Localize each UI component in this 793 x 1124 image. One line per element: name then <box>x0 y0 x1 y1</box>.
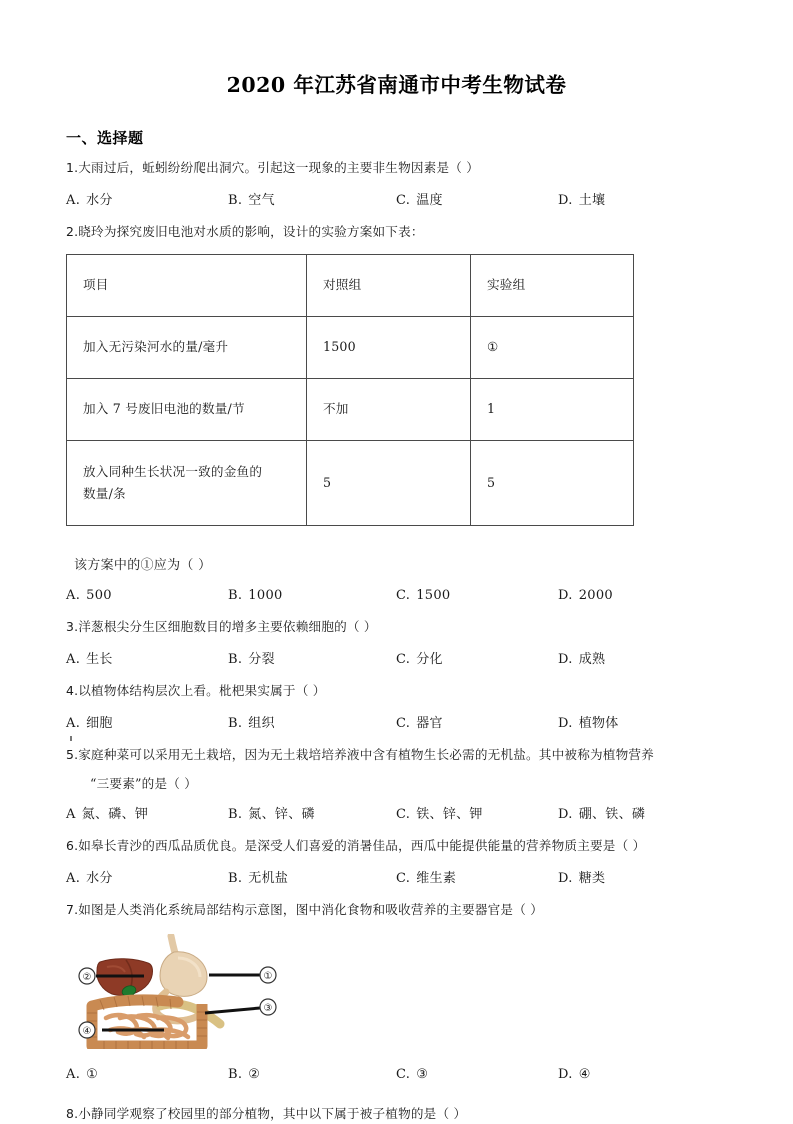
digestive-system-figure <box>66 934 727 1049</box>
question-2-text: 晓玲为探究废旧电池对水质的影响，设计的实验方案如下表： <box>78 224 424 240</box>
option-a-text: 生长 <box>86 651 113 667</box>
question-6-number: 6. <box>66 838 79 854</box>
option-d-label: D. <box>558 651 573 667</box>
option-a-text: 氮、磷、钾 <box>81 806 149 822</box>
table-cell: 不加 <box>307 378 471 440</box>
question-6-options <box>66 869 727 889</box>
question-4-options <box>66 714 727 734</box>
table-cell-line1: 放入同种生长状况一致的金鱼的 <box>83 463 263 479</box>
option-a[interactable] <box>66 869 228 889</box>
question-3-stem <box>66 617 727 637</box>
option-a-label: A. <box>66 651 81 667</box>
option-c[interactable] <box>396 714 558 734</box>
option-d-label: D. <box>558 587 573 603</box>
transverse-colon-shape <box>92 1000 178 1006</box>
option-b-label: B. <box>228 715 243 731</box>
table-row <box>67 378 634 440</box>
question-3-number: 3. <box>66 619 79 635</box>
marker-2-label: ② <box>82 971 92 983</box>
option-c[interactable] <box>396 869 558 889</box>
option-b[interactable] <box>228 805 396 825</box>
option-c[interactable] <box>396 191 558 211</box>
option-c-label: C. <box>396 192 411 208</box>
option-d-label: D. <box>558 870 573 886</box>
option-a[interactable] <box>66 650 228 670</box>
option-b-text: ② <box>248 1066 261 1082</box>
option-c-label: C. <box>396 870 411 886</box>
section-heading: 一、选择题 <box>66 129 144 147</box>
leader-line-3 <box>205 1008 260 1013</box>
option-d[interactable] <box>558 586 698 606</box>
option-a-text: 500 <box>86 587 112 603</box>
table-header-experiment: 实验组 <box>471 254 634 316</box>
option-a[interactable] <box>66 1065 228 1085</box>
question-2-sub-stem: 该方案中的①应为（ ） <box>74 557 212 573</box>
option-b-label: B. <box>228 651 243 667</box>
option-a[interactable] <box>66 805 228 825</box>
question-5-stem <box>66 745 727 765</box>
option-d-text: 土壤 <box>578 192 606 208</box>
option-c-text: 1500 <box>416 587 451 603</box>
option-a-label: A <box>66 806 76 822</box>
option-b[interactable] <box>228 191 396 211</box>
option-c-label: C. <box>396 806 411 822</box>
table-cell-line2: 数量/条 <box>83 485 126 501</box>
option-d[interactable] <box>558 869 698 889</box>
question-4-text: 以植物体结构层次上看。枇杷果实属于（ ） <box>78 683 326 699</box>
option-b-label: B. <box>228 806 243 822</box>
option-d-label: D. <box>558 192 573 208</box>
option-d[interactable] <box>558 805 698 825</box>
option-d-text: 植物体 <box>578 715 619 731</box>
question-8-text: 小静同学观察了校园里的部分植物，其中以下属于被子植物的是（ ） <box>78 1106 467 1122</box>
option-a[interactable] <box>66 714 228 734</box>
option-d-text: 硼、铁、磷 <box>578 806 646 822</box>
option-a[interactable] <box>66 586 228 606</box>
option-c-text: 温度 <box>416 192 443 208</box>
question-4-stem <box>66 681 727 701</box>
experiment-table <box>66 254 634 526</box>
option-b-text: 分裂 <box>248 651 275 667</box>
table-cell: 5 <box>471 440 634 525</box>
option-b[interactable] <box>228 650 396 670</box>
option-c-label: C. <box>396 1066 411 1082</box>
marker-4-label: ④ <box>82 1025 92 1037</box>
option-d-text: ④ <box>578 1066 591 1082</box>
option-b-label: B. <box>228 870 243 886</box>
option-c-label: C. <box>396 587 411 603</box>
question-list <box>0 158 793 1124</box>
question-6-stem <box>66 836 727 856</box>
table-row <box>67 440 634 525</box>
option-a-text: 水分 <box>86 192 113 208</box>
table-cell: 5 <box>307 440 471 525</box>
option-b-text: 1000 <box>248 587 283 603</box>
option-b-text: 无机盐 <box>248 870 289 886</box>
question-5-stem-line2: “三要素”的是（ ） <box>90 775 198 791</box>
option-a-text: ① <box>86 1066 99 1082</box>
option-d[interactable] <box>558 650 698 670</box>
table-cell <box>67 440 307 525</box>
table-row <box>67 316 634 378</box>
option-d-text: 2000 <box>578 587 613 603</box>
marker-1-label: ① <box>263 970 273 982</box>
option-c-label: C. <box>396 651 411 667</box>
option-c[interactable] <box>396 805 558 825</box>
option-d[interactable] <box>558 714 698 734</box>
option-c-text: 分化 <box>416 651 443 667</box>
table-cell: 加入 7 号废旧电池的数量/节 <box>67 378 307 440</box>
small-intestine-shape <box>106 1015 188 1038</box>
option-d-text: 糖类 <box>578 870 606 886</box>
option-d-label: D. <box>558 806 573 822</box>
option-b-label: B. <box>228 192 243 208</box>
option-c-text: 维生素 <box>416 870 457 886</box>
question-2-stem <box>66 222 727 242</box>
table-cell: 1500 <box>307 316 471 378</box>
question-7-options <box>66 1065 727 1085</box>
table-header-item: 项目 <box>67 254 307 316</box>
option-d-label: D. <box>558 715 573 731</box>
option-c-text: ③ <box>416 1066 429 1082</box>
question-6-text: 如皋长青沙的西瓜品质优良。是深受人们喜爱的消暑佳品，西瓜中能提供能量的营养物质主要是（ ） <box>78 838 646 854</box>
table-cell: 加入无污染河水的量/毫升 <box>67 316 307 378</box>
option-d-label: D. <box>558 1066 573 1082</box>
option-b[interactable] <box>228 869 396 889</box>
question-1-text: 大雨过后，蚯蚓纷纷爬出洞穴。引起这一现象的主要非生物因素是（ ） <box>78 160 480 175</box>
table-cell: ① <box>471 316 634 378</box>
option-b-text: 空气 <box>248 192 275 208</box>
option-c-text: 铁、锌、钾 <box>416 806 483 822</box>
stray-mark <box>70 736 72 741</box>
marker-3-label: ③ <box>263 1002 273 1014</box>
digestive-system-diagram <box>74 934 289 1049</box>
question-5-options <box>66 805 727 825</box>
option-c-label: C. <box>396 715 411 731</box>
option-b[interactable] <box>228 1065 396 1085</box>
question-1-stem <box>66 158 727 178</box>
table-row <box>67 254 634 316</box>
option-d-text: 成熟 <box>578 651 606 667</box>
question-1-options <box>66 191 727 211</box>
option-b-label: B. <box>228 587 243 603</box>
question-5-number: 5. <box>66 747 79 763</box>
option-b[interactable] <box>228 586 396 606</box>
question-3-options <box>66 650 727 670</box>
option-b-text: 氮、锌、磷 <box>248 806 315 822</box>
question-8-stem <box>66 1104 727 1124</box>
option-a-text: 细胞 <box>86 715 113 731</box>
option-b-label: B. <box>228 1066 243 1082</box>
question-2-number: 2. <box>66 224 79 240</box>
option-a-label: A. <box>66 870 81 886</box>
option-b[interactable] <box>228 714 396 734</box>
option-a-label: A. <box>66 192 81 208</box>
question-1-number: 1. <box>66 160 79 175</box>
question-2-options <box>66 586 727 606</box>
page-title: 2020 年江苏省南通市中考生物试卷 <box>226 73 567 97</box>
option-c[interactable] <box>396 1065 558 1085</box>
option-a-label: A. <box>66 1066 81 1082</box>
option-a-label: A. <box>66 587 81 603</box>
table-cell: 1 <box>471 378 634 440</box>
option-a-text: 水分 <box>86 870 113 886</box>
option-b-text: 组织 <box>248 715 275 731</box>
option-d[interactable] <box>558 191 698 211</box>
question-7-stem <box>66 900 727 920</box>
table-header-control: 对照组 <box>307 254 471 316</box>
option-c[interactable] <box>396 586 558 606</box>
option-c-text: 器官 <box>416 715 443 731</box>
option-a[interactable] <box>66 191 228 211</box>
option-d[interactable] <box>558 1065 698 1085</box>
question-5-text: 家庭种菜可以采用无土栽培，因为无土栽培培养液中含有植物生长必需的无机盐。其中被称为植物营养 <box>78 747 654 763</box>
question-3-text: 洋葱根尖分生区细胞数目的增多主要依赖细胞的（ ） <box>78 619 377 635</box>
option-c[interactable] <box>396 650 558 670</box>
question-7-number: 7. <box>66 902 79 918</box>
question-8-number: 8. <box>66 1106 79 1122</box>
question-7-text: 如图是人类消化系统局部结构示意图，图中消化食物和吸收营养的主要器官是（ ） <box>78 902 544 918</box>
option-a-label: A. <box>66 715 81 731</box>
question-4-number: 4. <box>66 683 79 699</box>
